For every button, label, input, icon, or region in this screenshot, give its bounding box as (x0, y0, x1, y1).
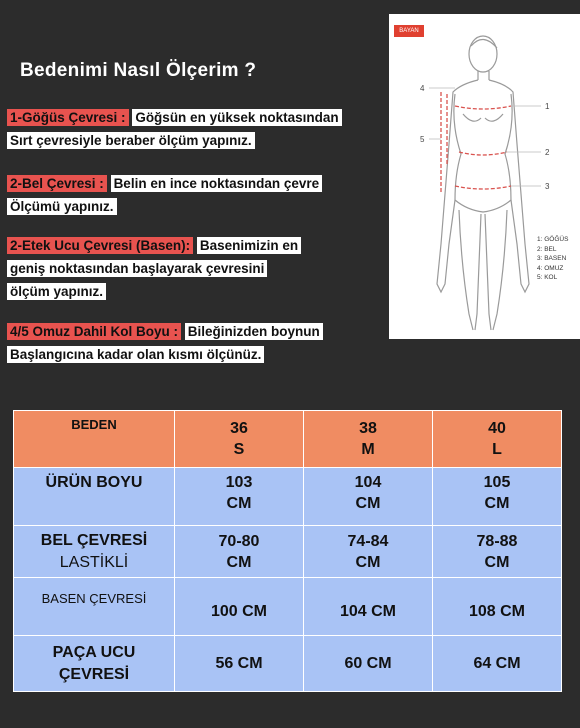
cell-unit: CM (484, 553, 510, 571)
table-cell (175, 578, 304, 636)
legend-item: 3: BASEN (537, 255, 567, 262)
instruction-text: Ölçümü yapınız. (7, 198, 117, 215)
cell-unit: CM (355, 495, 381, 512)
row-label-line: ÇEVRESİ (58, 665, 130, 683)
size-number: 40 (488, 420, 506, 437)
row-label-line: PAÇA UCU (52, 643, 136, 661)
cell-value: 103 (225, 474, 253, 491)
instruction-text: Sırt çevresiyle beraber ölçüm yapınız. (7, 132, 255, 149)
cell-value: 105 (483, 474, 511, 491)
instruction-text: ölçüm yapınız. (7, 283, 106, 300)
page-title: Bedenimi Nasıl Ölçerim ? (20, 60, 257, 81)
size-table (13, 410, 562, 692)
row-label (14, 468, 175, 526)
instruction-label: 2-Bel Çevresi : (7, 175, 107, 192)
table-cell (304, 526, 433, 578)
legend-item: 5: KOL (537, 274, 558, 281)
size-number: 36 (230, 420, 248, 437)
row-label (14, 578, 175, 636)
table-cell (175, 636, 304, 692)
table-cell (304, 636, 433, 692)
marker-4: 4 (420, 84, 425, 93)
marker-5: 5 (420, 135, 425, 144)
instruction-text: Basenimizin en (197, 237, 301, 254)
header-size-36 (175, 411, 304, 468)
cell-value: 100 CM (210, 603, 268, 620)
instruction-label: 1-Göğüs Çevresi : (7, 109, 129, 126)
size-letter: S (233, 441, 245, 458)
cell-value: 56 CM (215, 655, 263, 672)
table-cell (175, 526, 304, 578)
instruction-chest (7, 106, 342, 152)
table-header-row (14, 411, 562, 468)
row-label-line: ÜRÜN BOYU (45, 474, 143, 491)
cell-value: 104 (354, 474, 382, 491)
cell-value: 60 CM (344, 655, 392, 672)
instruction-waist (7, 172, 322, 218)
row-label-line: BASEN ÇEVRESİ (41, 591, 147, 606)
cell-value: 78-88 (476, 532, 518, 550)
header-size-40 (433, 411, 562, 468)
row-label-line: LASTİKLİ (59, 553, 129, 571)
gender-badge: BAYAN (394, 25, 424, 37)
instruction-label: 2-Etek Ucu Çevresi (Basen): (7, 237, 193, 254)
instruction-text: geniş noktasından başlayarak çevresini (7, 260, 267, 277)
table-cell (433, 578, 562, 636)
table-cell (304, 578, 433, 636)
table-row (14, 578, 562, 636)
instruction-text: Belin en ince noktasından çevre (111, 175, 323, 192)
cell-value: 108 CM (468, 603, 526, 620)
row-label-line: BEL ÇEVRESİ (40, 531, 148, 549)
header-size-38 (304, 411, 433, 468)
table-cell (433, 526, 562, 578)
size-number: 38 (359, 420, 377, 437)
measurement-figure (389, 14, 580, 339)
table-row (14, 526, 562, 578)
body-outline-illustration (389, 14, 580, 339)
row-label (14, 636, 175, 692)
table-cell (304, 468, 433, 526)
table-row (14, 468, 562, 526)
instruction-sleeve (7, 320, 323, 366)
instruction-label: 4/5 Omuz Dahil Kol Boyu : (7, 323, 181, 340)
table-cell (175, 468, 304, 526)
table-row (14, 636, 562, 692)
legend-item: 4: OMUZ (537, 264, 564, 272)
cell-unit: CM (226, 553, 252, 571)
cell-unit: CM (484, 495, 510, 512)
size-letter: M (361, 441, 375, 458)
cell-unit: CM (355, 553, 381, 571)
instruction-hip (7, 234, 301, 303)
header-beden: BEDEN (14, 411, 175, 468)
table-cell (433, 468, 562, 526)
table-cell (433, 636, 562, 692)
instruction-text: Bileğinizden boynun (185, 323, 323, 340)
marker-2: 2 (545, 148, 550, 157)
row-label (14, 526, 175, 578)
cell-unit: CM (226, 495, 252, 512)
cell-value: 70-80 (218, 532, 260, 550)
cell-value: 64 CM (473, 655, 521, 672)
figure-legend (537, 235, 568, 283)
cell-value: 74-84 (347, 532, 389, 550)
cell-value: 104 CM (339, 603, 397, 620)
instruction-text: Başlangıcına kadar olan kısmı ölçünüz. (7, 346, 264, 363)
marker-3: 3 (545, 182, 550, 191)
size-letter: L (492, 441, 502, 458)
instruction-text: Göğsün en yüksek noktasından (132, 109, 341, 126)
legend-item: 2: BEL (537, 245, 557, 253)
legend-item: 1: GÖĞÜS (537, 236, 569, 243)
marker-1: 1 (545, 102, 550, 111)
